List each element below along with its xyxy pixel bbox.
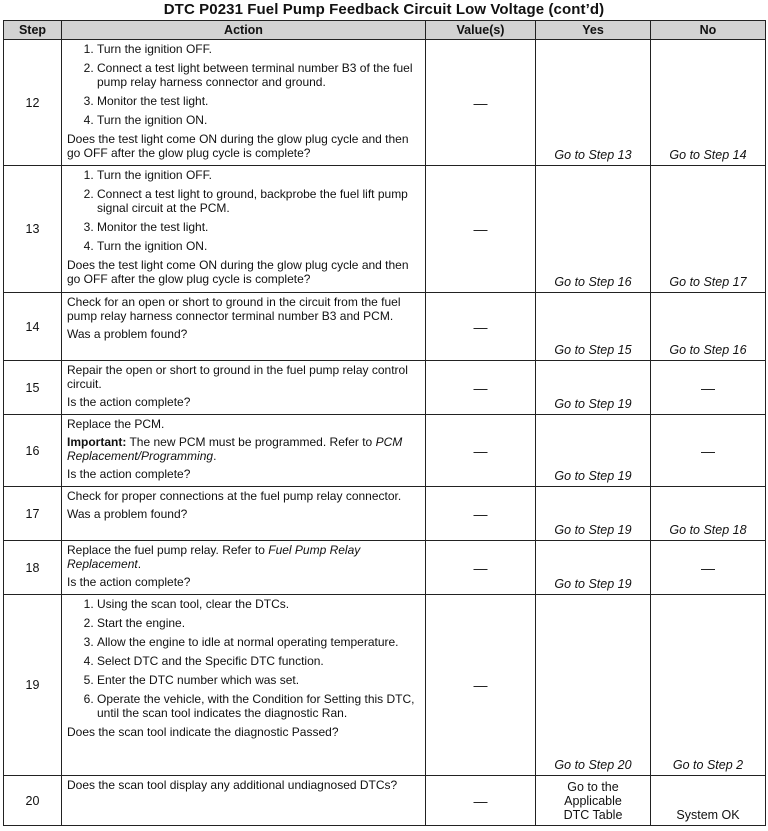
action-cell <box>62 40 426 166</box>
action-text-main: Replace the fuel pump relay. Refer to <box>67 543 265 557</box>
diagnostic-table <box>3 20 766 826</box>
action-cell <box>62 415 426 487</box>
step-number: 12 <box>4 40 62 166</box>
list-item: 2. Start the engine. <box>97 616 420 630</box>
no-result-dash: — <box>651 541 766 595</box>
yes-result: Go to Step 20 <box>536 595 651 776</box>
yes-result: Go to Step 13 <box>536 40 651 166</box>
action-cell <box>62 776 426 826</box>
list-item: 5. Enter the DTC number which was set. <box>97 673 420 687</box>
no-result: Go to Step 14 <box>651 40 766 166</box>
step-number: 16 <box>4 415 62 487</box>
important-note: Important: The new PCM must be programmed. Refer to PCM Replacement/Programming. <box>67 435 403 463</box>
yes-header: Yes <box>536 21 651 40</box>
table-row <box>4 595 766 776</box>
values-dash: — <box>426 776 536 826</box>
no-result: Go to Step 18 <box>651 487 766 541</box>
question-text: Does the test light come ON during the glow plug cycle and then go OFF after the glow plug cycle is complete? <box>67 258 409 286</box>
no-result-dash: — <box>651 361 766 415</box>
step-number: 17 <box>4 487 62 541</box>
action-cell <box>62 166 426 293</box>
action-list <box>67 168 420 253</box>
values-dash: — <box>426 595 536 776</box>
no-result: Go to Step 2 <box>651 595 766 776</box>
question-text: Is the action complete? <box>67 575 191 589</box>
yes-result: Go to Step 19 <box>536 415 651 487</box>
action-cell <box>62 541 426 595</box>
question-text: Does the scan tool indicate the diagnostic Passed? <box>67 725 339 739</box>
step-number: 20 <box>4 776 62 826</box>
list-item: 3. Monitor the test light. <box>97 94 420 108</box>
action-cell <box>62 361 426 415</box>
step-number: 18 <box>4 541 62 595</box>
no-header: No <box>651 21 766 40</box>
list-item: 6. Operate the vehicle, with the Condition for Setting this DTC, until the scan tool indicates the diagnostic Ran. <box>97 692 420 720</box>
list-item: 4. Turn the ignition ON. <box>97 113 420 127</box>
values-dash: — <box>426 293 536 361</box>
action-list <box>67 597 420 720</box>
values-dash: — <box>426 361 536 415</box>
question-text: Does the scan tool display any additional undiagnosed DTCs? <box>67 778 398 792</box>
yes-result: Go to Step 19 <box>536 361 651 415</box>
question-text: Is the action complete? <box>67 395 191 409</box>
values-dash: — <box>426 166 536 293</box>
question-text: Was a problem found? <box>67 327 188 341</box>
reference-link[interactable]: Fuel Pump Relay Replacement <box>67 543 361 571</box>
values-header: Value(s) <box>426 21 536 40</box>
yes-result: Go to Step 19 <box>536 541 651 595</box>
important-text: The new PCM must be programmed. Refer to <box>129 435 373 449</box>
table-row <box>4 776 766 826</box>
table-row <box>4 293 766 361</box>
important-label: Important: <box>67 435 127 449</box>
reference-link[interactable]: PCM Replacement/Programming <box>67 435 403 463</box>
action-text: Check for an open or short to ground in the circuit from the fuel pump relay harness connector terminal number B3 and PCM. <box>67 295 401 323</box>
step-number: 13 <box>4 166 62 293</box>
action-header: Action <box>62 21 426 40</box>
action-text: Check for proper connections at the fuel pump relay connector. <box>67 489 402 503</box>
no-result: System OK <box>651 776 766 826</box>
question-text: Is the action complete? <box>67 467 191 481</box>
action-cell <box>62 293 426 361</box>
list-item: 2. Connect a test light between terminal number B3 of the fuel pump relay harness connector and ground. <box>97 61 420 89</box>
yes-result: Go to Step 16 <box>536 166 651 293</box>
question-text: Was a problem found? <box>67 507 188 521</box>
step-number: 14 <box>4 293 62 361</box>
values-dash: — <box>426 541 536 595</box>
action-text: Repair the open or short to ground in the fuel pump relay control circuit. <box>67 363 408 391</box>
list-item: 1. Turn the ignition OFF. <box>97 42 420 56</box>
yes-result: Go to the Applicable DTC Table <box>536 776 651 826</box>
list-item: 4. Turn the ignition ON. <box>97 239 420 253</box>
step-header: Step <box>4 21 62 40</box>
values-dash: — <box>426 415 536 487</box>
table-row <box>4 361 766 415</box>
list-item: 4. Select DTC and the Specific DTC function. <box>97 654 420 668</box>
action-list <box>67 42 420 127</box>
no-result: Go to Step 17 <box>651 166 766 293</box>
list-item: 1. Using the scan tool, clear the DTCs. <box>97 597 420 611</box>
yes-result: Go to Step 15 <box>536 293 651 361</box>
no-result-dash: — <box>651 415 766 487</box>
action-text: Replace the fuel pump relay. Refer to Fuel Pump Relay Replacement. <box>67 543 361 571</box>
action-text: Replace the PCM. <box>67 417 165 431</box>
list-item: 3. Allow the engine to idle at normal operating temperature. <box>97 635 420 649</box>
step-number: 19 <box>4 595 62 776</box>
no-result: Go to Step 16 <box>651 293 766 361</box>
table-row <box>4 166 766 293</box>
table-row <box>4 415 766 487</box>
page-title: DTC P0231 Fuel Pump Feedback Circuit Low Voltage (cont’d) <box>163 1 605 18</box>
action-cell <box>62 487 426 541</box>
list-item: 3. Monitor the test light. <box>97 220 420 234</box>
action-cell <box>62 595 426 776</box>
question-text: Does the test light come ON during the glow plug cycle and then go OFF after the glow plug cycle is complete? <box>67 132 409 160</box>
values-dash: — <box>426 487 536 541</box>
values-dash: — <box>426 40 536 166</box>
step-number: 15 <box>4 361 62 415</box>
table-row <box>4 487 766 541</box>
header-row <box>4 21 766 40</box>
list-item: 1. Turn the ignition OFF. <box>97 168 420 182</box>
list-item: 2. Connect a test light to ground, backprobe the fuel lift pump signal circuit at the PCM. <box>97 187 420 215</box>
yes-result: Go to Step 19 <box>536 487 651 541</box>
table-row <box>4 40 766 166</box>
table-row <box>4 541 766 595</box>
